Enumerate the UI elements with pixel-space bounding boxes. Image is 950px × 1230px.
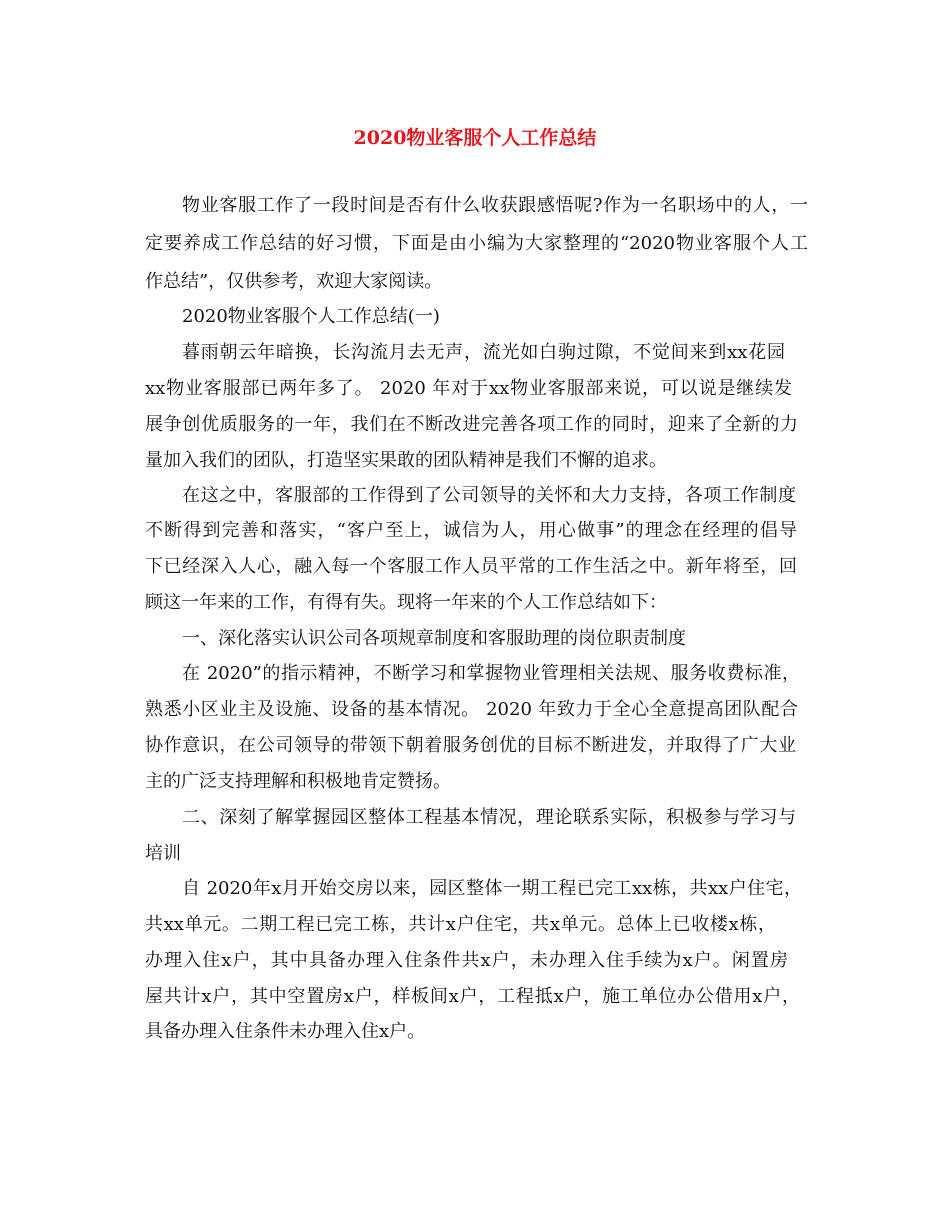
paragraph-3-line-4: 主的广泛支持理解和积极地肯定赞扬。 — [145, 771, 451, 792]
paragraph-4-line-3: 办理入住x户，其中具备办理入住条件共x户，未办理入住手续为x户。闲置房 — [145, 950, 788, 971]
section-heading-3-line-2: 培训 — [145, 843, 181, 864]
paragraph-2-line-4: 顾这一年来的工作，有得有失。现将一年来的个人工作总结如下： — [145, 592, 667, 613]
paragraph-2-line-1: 在这之中，客服部的工作得到了公司领导的关怀和大力支持，各项工作制度 — [182, 485, 796, 506]
paragraph-4-line-4: 屋共计x户，其中空置房x户，样板间x户，工程抵x户，施工单位办公借用x户， — [145, 986, 800, 1007]
paragraph-3-line-3: 协作意识，在公司领导的带领下朝着服务创优的目标不断进发，并取得了广大业 — [145, 735, 796, 756]
paragraph-4-line-5: 具备办理入住条件未办理入住x户。 — [145, 1021, 426, 1042]
paragraph-1-line-4: 量加入我们的团队，打造坚实果敢的团队精神是我们不懈的追求。 — [145, 450, 667, 471]
intro-line-3: 作总结”，仅供参考，欢迎大家阅读。 — [145, 271, 443, 292]
document-title: 2020物业客服个人工作总结 — [353, 127, 597, 149]
paragraph-2-line-2: 不断得到完善和落实，“客户至上，诚信为人，用心做事”的理念在经理的倡导 — [145, 520, 797, 541]
paragraph-1-line-1: 暮雨朝云年暗换，长沟流月去无声，流光如白驹过隙，不觉间来到xx花园 — [182, 342, 785, 363]
intro-line-1: 物业客服工作了一段时间是否有什么收获跟感悟呢?作为一名职场中的人，一 — [182, 195, 808, 216]
paragraph-4-line-2: 共xx单元。二期工程已完工栋，共计x户住宅，共x单元。总体上已收楼x栋， — [145, 914, 776, 935]
section-heading-2: 一、深化落实认识公司各项规章制度和客服助理的岗位职责制度 — [182, 628, 686, 649]
paragraph-3-line-1: 在 2020”的指示精神，不断学习和掌握物业管理相关法规、服务收费标准， — [182, 663, 800, 684]
paragraph-1-line-3: 展争创优质服务的一年，我们在不断改进完善各项工作的同时，迎来了全新的力 — [145, 414, 798, 435]
paragraph-4-line-1: 自 2020年x月开始交房以来，园区整体一期工程已完工xx栋，共xx户住宅， — [182, 878, 802, 899]
section-heading-3-line-1: 二、深刻了解掌握园区整体工程基本情况，理论联系实际，积极参与学习与 — [182, 807, 796, 828]
section-heading-1: 2020物业客服个人工作总结(一) — [182, 306, 440, 327]
paragraph-3-line-2: 熟悉小区业主及设施、设备的基本情况。 2020 年致力于全心全意提高团队配合 — [145, 699, 798, 720]
paragraph-2-line-3: 下已经深入人心，融入每一个客服工作人员平常的工作生活之中。新年将至，回 — [145, 556, 797, 577]
intro-line-2: 定要养成工作总结的好习惯，下面是由小编为大家整理的“2020物业客服个人工 — [145, 233, 808, 254]
paragraph-1-line-2: xx物业客服部已两年多了。 2020 年对于xx物业客服部来说，可以说是继续发 — [145, 378, 792, 399]
